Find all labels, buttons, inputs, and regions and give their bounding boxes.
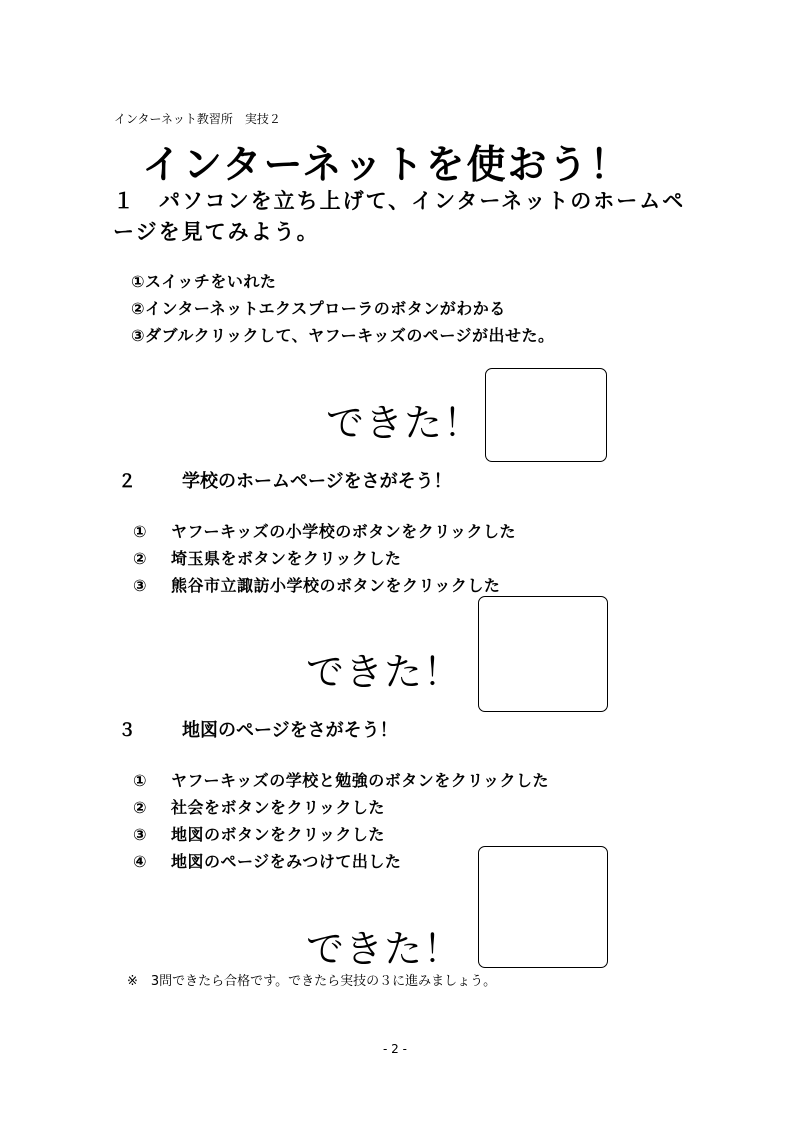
section2-item-2-text: 埼玉県をボタンをクリックした — [171, 549, 402, 568]
section1-heading — [113, 186, 693, 248]
section2-item-2-bullet: ② — [133, 549, 148, 568]
section3-item-3 — [133, 822, 385, 845]
section1-done-label: できた！ — [326, 401, 483, 445]
section2-item-3 — [133, 573, 500, 596]
section1-number: １ — [113, 189, 136, 213]
section1-check-box[interactable] — [485, 368, 607, 462]
footer-note: ※ 3問できたら合格です。できたら実技の３に進みましょう。 — [127, 974, 497, 989]
section2-item-3-bullet: ③ — [133, 576, 148, 595]
section3-item-3-bullet: ③ — [133, 825, 148, 844]
section3-item-2-bullet: ② — [133, 798, 148, 817]
page-title: インターネットを使おう！ — [142, 143, 631, 188]
section2-item-3-text: 熊谷市立諏訪小学校のボタンをクリックした — [171, 576, 501, 595]
section3-item-1 — [133, 768, 549, 791]
section3-item-4-bullet: ④ — [133, 852, 148, 871]
section1-heading-text: パソコンを立ち上げて、インターネットのホームページを見てみよう。 — [113, 189, 686, 244]
section3-heading — [118, 716, 398, 742]
section1-item-1: ①スイッチをいれた — [131, 272, 277, 291]
section3-item-3-text: 地図のボタンをクリックした — [171, 825, 385, 844]
section3-item-1-text: ヤフーキッズの学校と勉強のボタンをクリックした — [171, 771, 550, 790]
section3-done-label: できた！ — [306, 927, 463, 971]
document-header: インターネット教習所 実技２ — [114, 112, 281, 126]
section3-heading-text: 地図のページをさがそう！ — [182, 720, 398, 741]
page-number: - 2 - — [383, 1042, 407, 1056]
section2-heading-text: 学校のホームページをさがそう！ — [182, 471, 452, 492]
section3-item-4 — [133, 849, 401, 872]
section3-check-box[interactable] — [478, 846, 608, 968]
section3-item-1-bullet: ① — [133, 771, 148, 790]
section2-item-1 — [133, 519, 516, 542]
section3-item-4-text: 地図のページをみつけて出した — [171, 852, 402, 871]
section1-item-3: ③ダブルクリックして、ヤフーキッズのページが出せた。 — [131, 326, 555, 345]
section3-item-2 — [133, 795, 385, 818]
section2-check-box[interactable] — [478, 596, 608, 712]
section3-item-2-text: 社会をボタンをクリックした — [171, 798, 385, 817]
section2-item-1-bullet: ① — [133, 522, 148, 541]
section2-number: ２ — [118, 471, 136, 492]
section2-heading — [118, 467, 452, 493]
section2-item-2 — [133, 546, 401, 569]
section2-item-1-text: ヤフーキッズの小学校のボタンをクリックした — [171, 522, 517, 541]
section1-item-2: ②インターネットエクスプローラのボタンがわかる — [131, 299, 506, 318]
section2-done-label: できた！ — [306, 650, 463, 694]
section3-number: ３ — [118, 720, 136, 741]
